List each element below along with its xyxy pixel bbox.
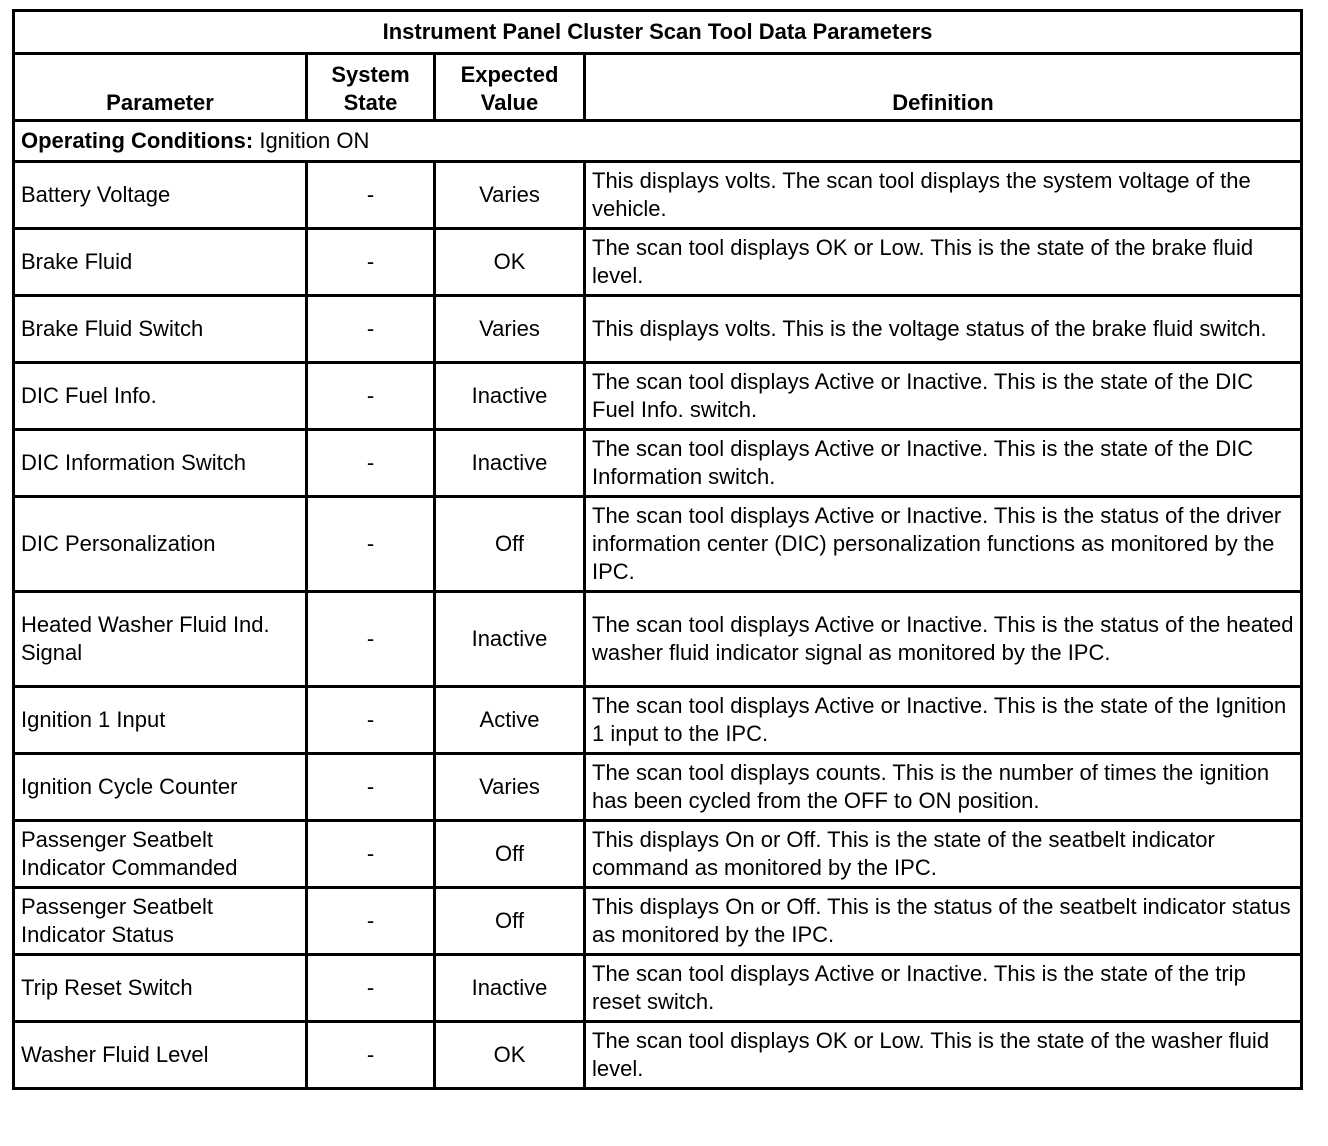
system-state-cell: - [307, 687, 435, 754]
expected-value-cell: Inactive [435, 363, 585, 430]
operating-conditions-cell [14, 121, 1302, 162]
definition-cell: This displays volts. This is the voltage status of the brake fluid switch. [585, 296, 1302, 363]
definition-cell: This displays On or Off. This is the state of the seatbelt indicator command as monitored by the IPC. [585, 821, 1302, 888]
table-row [14, 592, 1302, 687]
expected-value-cell: Active [435, 687, 585, 754]
system-state-cell: - [307, 1022, 435, 1089]
header-definition: Definition [585, 54, 1302, 121]
parameter-cell: Washer Fluid Level [14, 1022, 307, 1089]
table-title: Instrument Panel Cluster Scan Tool Data Parameters [14, 11, 1302, 54]
table-header-row [14, 54, 1302, 121]
definition-cell: The scan tool displays Active or Inactive. This is the status of the driver information center (DIC) personalization functions as monitored by the IPC. [585, 497, 1302, 592]
expected-value-cell: OK [435, 1022, 585, 1089]
table-row [14, 162, 1302, 229]
definition-cell: The scan tool displays Active or Inactive. This is the status of the heated washer fluid indicator signal as monitored by the IPC. [585, 592, 1302, 687]
system-state-cell: - [307, 430, 435, 497]
expected-value-cell: Inactive [435, 430, 585, 497]
parameter-cell: Brake Fluid Switch [14, 296, 307, 363]
system-state-cell: - [307, 955, 435, 1022]
expected-value-cell: OK [435, 229, 585, 296]
table-title-row [14, 11, 1302, 54]
expected-value-cell: Inactive [435, 592, 585, 687]
expected-value-cell: Varies [435, 754, 585, 821]
definition-cell: This displays volts. The scan tool displays the system voltage of the vehicle. [585, 162, 1302, 229]
definition-cell: This displays On or Off. This is the status of the seatbelt indicator status as monitored by the IPC. [585, 888, 1302, 955]
system-state-cell: - [307, 497, 435, 592]
header-expected-value: Expected Value [435, 54, 585, 121]
system-state-cell: - [307, 162, 435, 229]
parameter-cell: Ignition 1 Input [14, 687, 307, 754]
table-row [14, 229, 1302, 296]
system-state-cell: - [307, 888, 435, 955]
expected-value-cell: Off [435, 888, 585, 955]
table-row [14, 363, 1302, 430]
parameter-cell: Heated Washer Fluid Ind. Signal [14, 592, 307, 687]
expected-value-cell: Varies [435, 296, 585, 363]
expected-value-cell: Inactive [435, 955, 585, 1022]
definition-cell: The scan tool displays OK or Low. This is the state of the washer fluid level. [585, 1022, 1302, 1089]
system-state-cell: - [307, 296, 435, 363]
definition-cell: The scan tool displays Active or Inactive. This is the state of the Ignition 1 input to the IPC. [585, 687, 1302, 754]
table-row [14, 821, 1302, 888]
parameter-cell: Battery Voltage [14, 162, 307, 229]
table-row [14, 687, 1302, 754]
parameter-cell: DIC Information Switch [14, 430, 307, 497]
table-row [14, 1022, 1302, 1089]
parameter-cell: Passenger Seatbelt Indicator Commanded [14, 821, 307, 888]
system-state-cell: - [307, 754, 435, 821]
system-state-cell: - [307, 363, 435, 430]
table-row [14, 296, 1302, 363]
table-row [14, 888, 1302, 955]
system-state-cell: - [307, 821, 435, 888]
definition-cell: The scan tool displays Active or Inactive. This is the state of the trip reset switch. [585, 955, 1302, 1022]
definition-cell: The scan tool displays OK or Low. This is the state of the brake fluid level. [585, 229, 1302, 296]
header-system-state: System State [307, 54, 435, 121]
operating-conditions-label: Operating Conditions: [21, 128, 254, 153]
parameter-cell: Ignition Cycle Counter [14, 754, 307, 821]
parameter-cell: Brake Fluid [14, 229, 307, 296]
scan-tool-data-table-container [12, 9, 1300, 1090]
expected-value-cell: Off [435, 497, 585, 592]
parameter-cell: DIC Personalization [14, 497, 307, 592]
definition-cell: The scan tool displays Active or Inactive. This is the state of the DIC Information switch. [585, 430, 1302, 497]
operating-conditions-row [14, 121, 1302, 162]
expected-value-cell: Off [435, 821, 585, 888]
scan-tool-data-table [12, 9, 1303, 1090]
expected-value-cell: Varies [435, 162, 585, 229]
operating-conditions-value: Ignition ON [259, 128, 370, 153]
definition-cell: The scan tool displays Active or Inactive. This is the state of the DIC Fuel Info. switch. [585, 363, 1302, 430]
system-state-cell: - [307, 592, 435, 687]
table-row [14, 497, 1302, 592]
parameter-cell: DIC Fuel Info. [14, 363, 307, 430]
definition-cell: The scan tool displays counts. This is the number of times the ignition has been cycled from the OFF to ON position. [585, 754, 1302, 821]
table-row [14, 430, 1302, 497]
system-state-cell: - [307, 229, 435, 296]
table-row [14, 754, 1302, 821]
table-row [14, 955, 1302, 1022]
parameter-cell: Passenger Seatbelt Indicator Status [14, 888, 307, 955]
header-parameter: Parameter [14, 54, 307, 121]
parameter-cell: Trip Reset Switch [14, 955, 307, 1022]
